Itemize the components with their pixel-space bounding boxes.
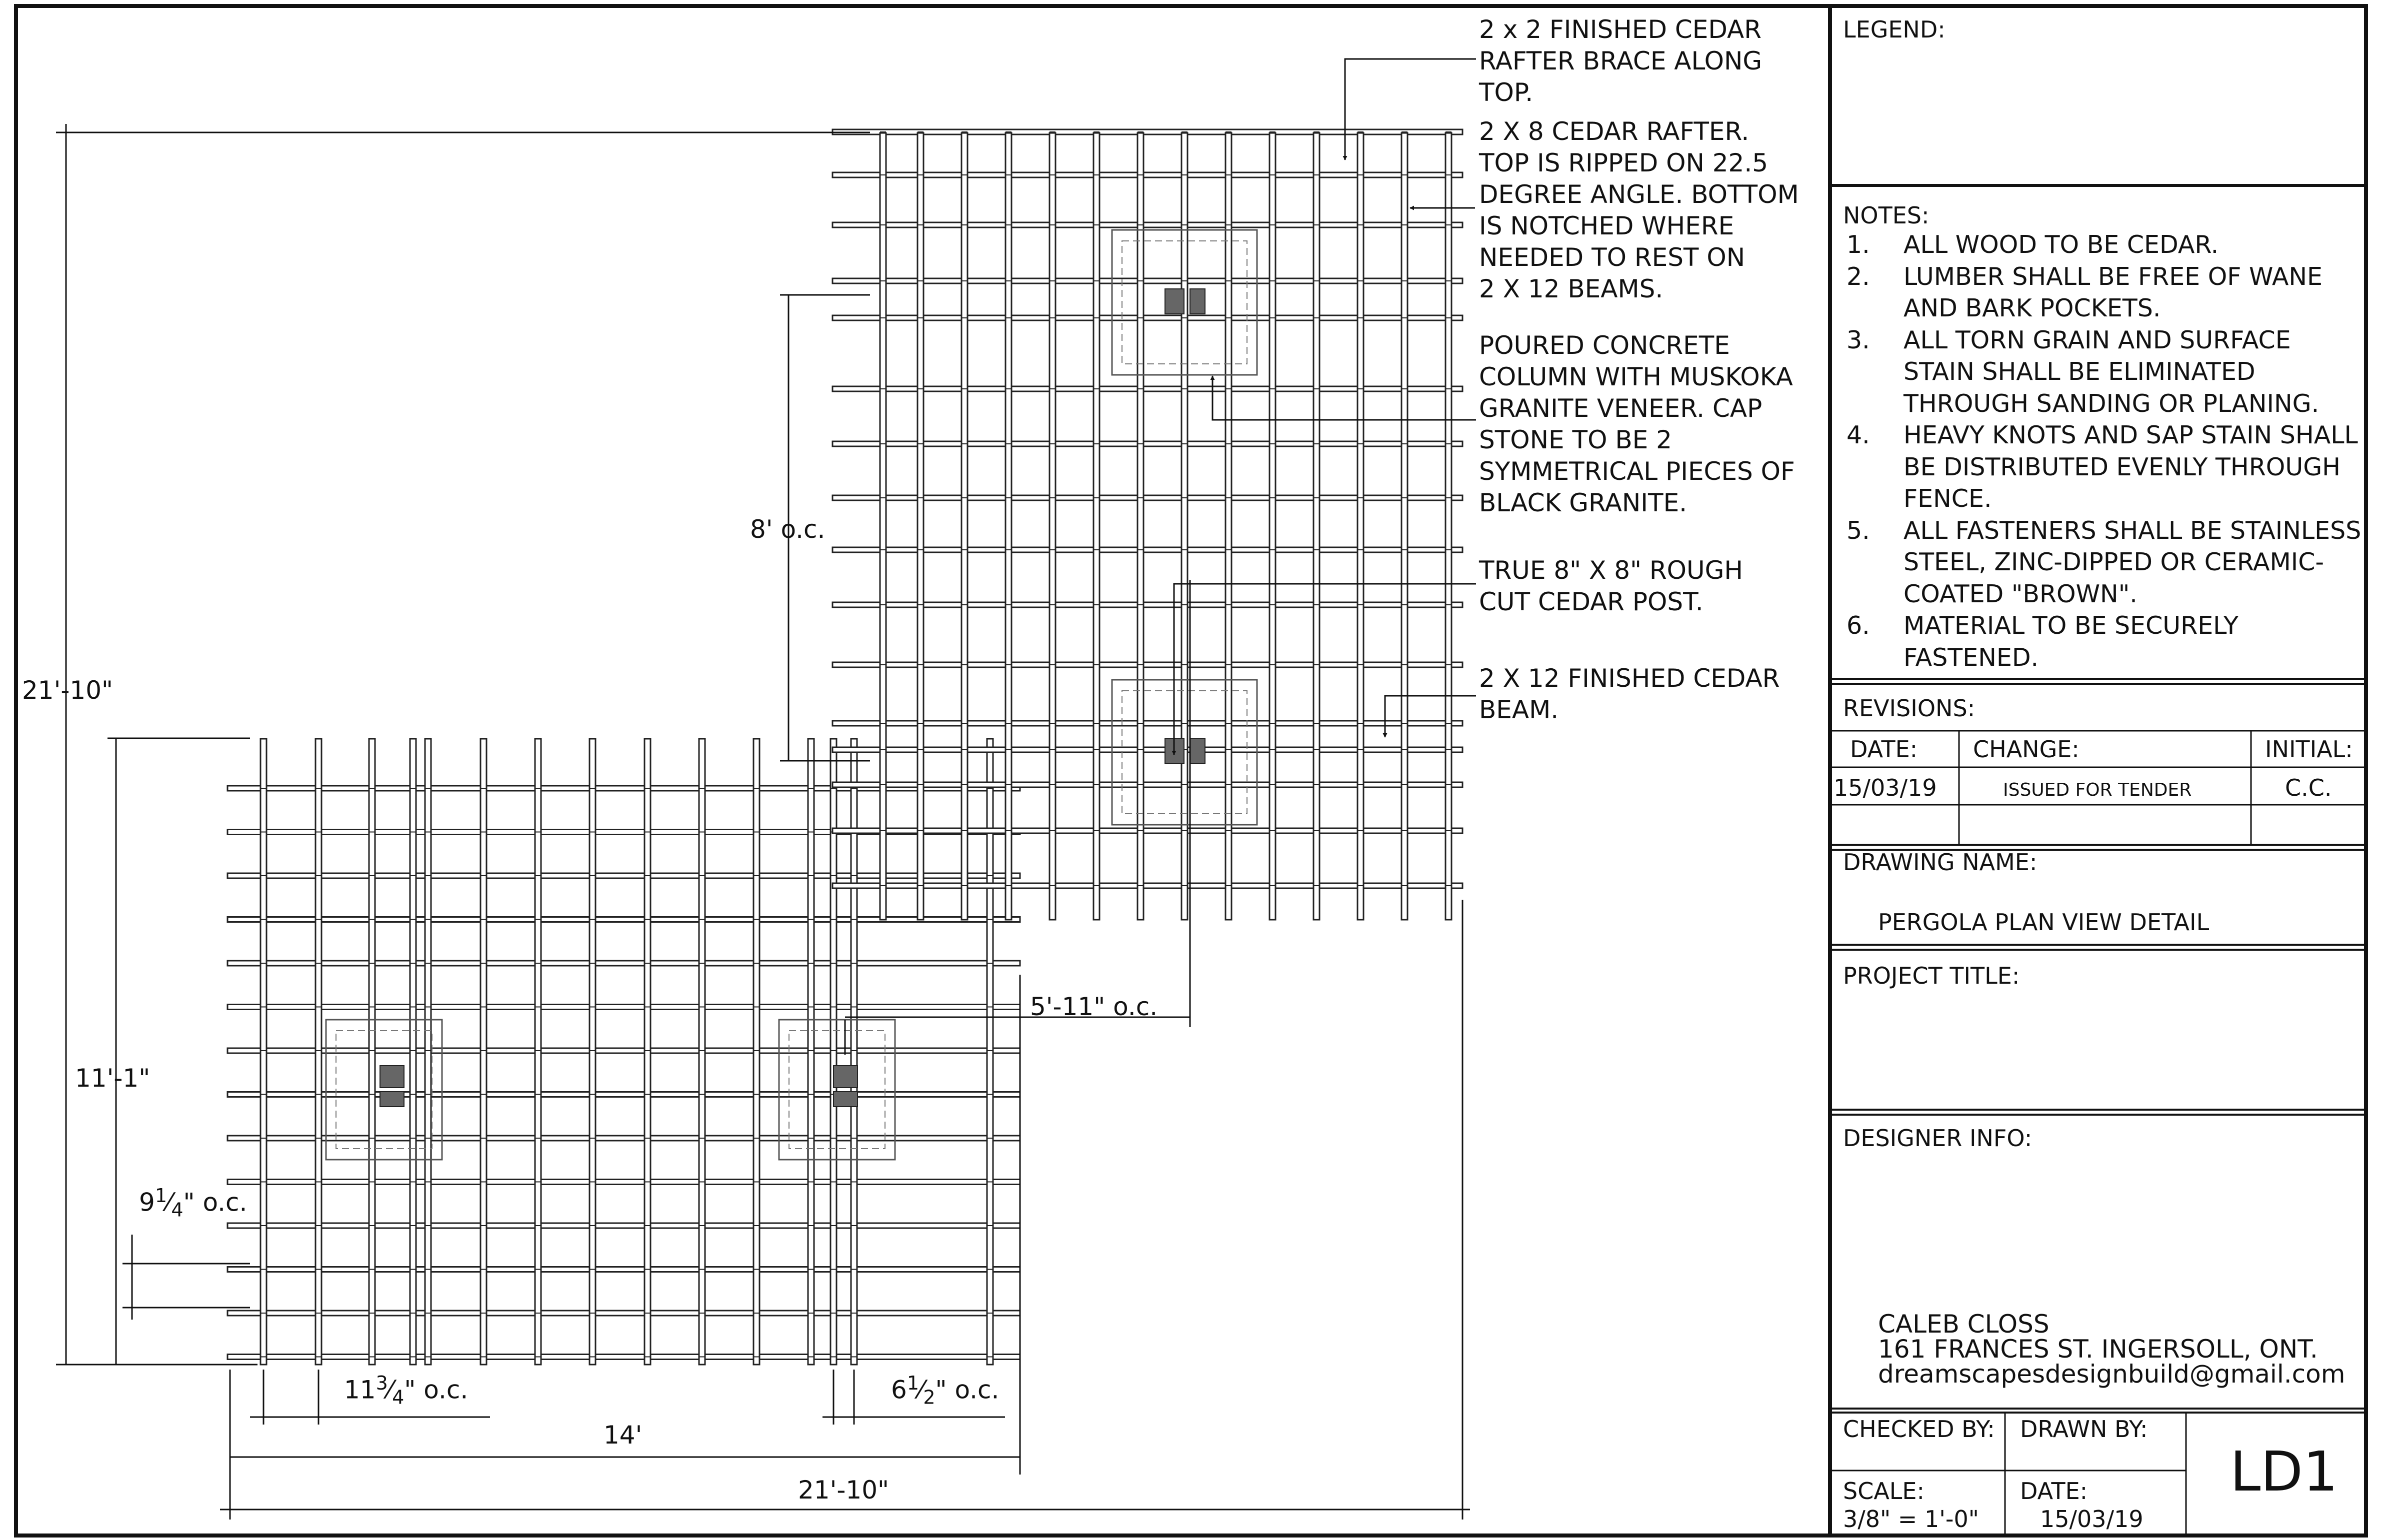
callout-rafter-brace: 2 x 2 FINISHED CEDAR RAFTER BRACE ALONG TOP. xyxy=(1479,15,1762,107)
dim-rafter-suffix: " o.c. xyxy=(183,1188,248,1217)
dim-post-spacing-vertical: 8' o.c. xyxy=(750,515,826,544)
note-text: HEAVY KNOTS AND SAP STAIN SHALL BE DISTRIBUTED EVENLY THROUGH FENCE. xyxy=(1904,421,2358,513)
notes-label: NOTES: xyxy=(1843,202,1930,229)
revision-date-header: DATE: xyxy=(1850,736,1918,763)
callout-beam: 2 X 12 FINISHED CEDAR BEAM. xyxy=(1479,664,1780,724)
rafter-bar xyxy=(808,739,814,1365)
brace-bar xyxy=(228,1267,1020,1272)
drawing-name-label: DRAWING NAME: xyxy=(1843,849,2038,876)
cedar-post xyxy=(834,1066,858,1088)
brace-bar xyxy=(832,547,1462,552)
brace-bar xyxy=(228,873,1020,878)
rafter-bar xyxy=(1006,133,1012,920)
revision-initial-header: INITIAL: xyxy=(2265,736,2353,763)
date-label: DATE: xyxy=(2020,1478,2088,1505)
brace-bar xyxy=(832,883,1462,888)
designer-info-label: DESIGNER INFO: xyxy=(1843,1125,2032,1152)
callout-cedar-post: TRUE 8" X 8" ROUGH CUT CEDAR POST. xyxy=(1479,556,1743,616)
date-value: 15/03/19 xyxy=(2040,1506,2144,1533)
brace-bar xyxy=(832,782,1462,787)
scale-value: 3/8" = 1'-0" xyxy=(1843,1506,1979,1533)
brace-bar xyxy=(832,662,1462,667)
rafter-bar xyxy=(918,133,924,920)
brace-bar xyxy=(832,278,1462,283)
note-number: 5. xyxy=(1846,516,1870,545)
notes-list xyxy=(1844,229,2369,673)
rafter-bar xyxy=(1358,133,1364,920)
dim-beam-whole: 11 xyxy=(344,1375,376,1405)
rafter-bar xyxy=(1182,133,1188,920)
brace-bar xyxy=(832,495,1462,500)
dim-post-offset: 5'-11" o.c. xyxy=(1030,992,1158,1021)
dim-brace-suffix: " o.c. xyxy=(935,1375,1000,1405)
dim-rafter-den: 4 xyxy=(171,1199,184,1221)
dim-rafter-num: 1 xyxy=(154,1185,167,1207)
callout-rafter: 2 X 8 CEDAR RAFTER. TOP IS RIPPED ON 22.5 DEGREE ANGLE. BOTTOM IS NOTCHED WHERE NEEDED TO REST ON 2 X 12 BEAMS. xyxy=(1479,117,1799,303)
cedar-post xyxy=(380,1092,404,1107)
note-item xyxy=(1844,324,2369,420)
cedar-post xyxy=(380,1066,404,1088)
dim-rafter-spacing: $9^1⁄_4$" o.c. xyxy=(139,1185,248,1221)
note-number: 1. xyxy=(1846,230,1870,259)
revision-row-date: 15/03/19 xyxy=(1834,774,1937,801)
rafter-bar xyxy=(1446,133,1452,920)
designer-email: dreamscapesdesignbuild@gmail.com xyxy=(1878,1360,2346,1389)
dim-beam-den: 4 xyxy=(392,1386,404,1409)
dim-brace-den: 2 xyxy=(923,1386,936,1409)
designer-address: 161 FRANCES ST. INGERSOLL, ONT. xyxy=(1878,1335,2318,1364)
brace-bar xyxy=(832,315,1462,320)
brace-bar xyxy=(832,129,1462,134)
drawn-by-label: DRAWN BY: xyxy=(2020,1416,2148,1443)
brace-bar xyxy=(228,1005,1020,1010)
cedar-post xyxy=(1190,739,1205,764)
callout-leaders xyxy=(1174,59,1476,755)
dim-beam-num: 3 xyxy=(376,1372,388,1394)
leader-cedar-post xyxy=(1174,584,1476,755)
brace-bar xyxy=(832,828,1462,833)
rafter-bar xyxy=(1314,133,1320,920)
note-item xyxy=(1844,229,2369,261)
note-item xyxy=(1844,419,2369,515)
brace-bar xyxy=(228,1092,1020,1097)
dim-brace-whole: 6 xyxy=(891,1375,907,1405)
brace-bar xyxy=(832,386,1462,391)
note-number: 2. xyxy=(1846,262,1870,291)
dim-brace-spacing: $6^1⁄_2$" o.c. xyxy=(891,1372,1000,1409)
rafter-bar xyxy=(962,133,968,920)
rafter-bar xyxy=(410,739,416,1365)
rafter-bar xyxy=(880,133,886,920)
note-number: 6. xyxy=(1846,611,1870,640)
rafter-bar xyxy=(535,739,541,1365)
cedar-post xyxy=(1165,289,1184,314)
dim-brace-num: 1 xyxy=(906,1372,919,1394)
leader-beam xyxy=(1385,696,1476,737)
rafter-bar xyxy=(1138,133,1144,920)
brace-bar xyxy=(832,172,1462,177)
brace-bar xyxy=(228,1136,1020,1141)
note-item xyxy=(1844,261,2369,324)
note-number: 4. xyxy=(1846,421,1870,449)
leader-rafter-brace xyxy=(1345,59,1476,160)
note-text: MATERIAL TO BE SECURELY FASTENED. xyxy=(1904,611,2238,672)
legend-label: LEGEND: xyxy=(1843,16,1946,43)
revision-row-initial: C.C. xyxy=(2285,774,2332,801)
rafter-bar xyxy=(425,739,431,1365)
drawing-name: PERGOLA PLAN VIEW DETAIL xyxy=(1878,909,2210,936)
dim-lower-width: 14' xyxy=(604,1421,642,1450)
rafter-bar xyxy=(1226,133,1232,920)
rafter-bar xyxy=(1402,133,1408,920)
note-text: ALL WOOD TO BE CEDAR. xyxy=(1904,230,2219,259)
rafter-bar xyxy=(260,739,266,1365)
cedar-post xyxy=(1190,289,1205,314)
sheet-number: LD1 xyxy=(2230,1440,2338,1504)
note-text: ALL FASTENERS SHALL BE STAINLESS STEEL, ZINC-DIPPED OR CERAMIC-COATED "BROWN". xyxy=(1904,516,2362,608)
rafter-bar xyxy=(1094,133,1100,920)
rafter-bar xyxy=(369,739,375,1365)
brace-bar xyxy=(228,1180,1020,1185)
dim-overall-height: 21'-10" xyxy=(22,676,114,705)
rafter-bar xyxy=(1050,133,1056,920)
note-number: 3. xyxy=(1846,325,1870,354)
brace-bar xyxy=(228,1223,1020,1228)
designer-name: CALEB CLOSS xyxy=(1878,1310,2050,1339)
rafter-bar xyxy=(644,739,650,1365)
revision-change-header: CHANGE: xyxy=(1973,736,2080,763)
upper-pergola xyxy=(832,129,1462,920)
dim-overall-width: 21'-10" xyxy=(798,1476,890,1505)
dim-lower-height: 11'-1" xyxy=(75,1064,150,1093)
leader-concrete-column xyxy=(1212,376,1476,420)
brace-bar xyxy=(832,222,1462,227)
revision-row-change: ISSUED FOR TENDER xyxy=(2003,780,2192,800)
brace-bar xyxy=(228,1311,1020,1316)
rafter-bar xyxy=(1270,133,1276,920)
rafter-bar xyxy=(480,739,486,1365)
brace-bar xyxy=(832,602,1462,607)
rafter-bar xyxy=(316,739,322,1365)
revisions-label: REVISIONS: xyxy=(1843,695,1976,722)
brace-bar xyxy=(228,917,1020,922)
project-title-label: PROJECT TITLE: xyxy=(1843,962,2020,989)
brace-bar xyxy=(832,441,1462,446)
brace-bar xyxy=(832,747,1462,752)
brace-bar xyxy=(228,1355,1020,1360)
note-text: LUMBER SHALL BE FREE OF WANE AND BARK POCKETS. xyxy=(1904,262,2322,322)
note-item xyxy=(1844,610,2369,673)
cedar-post xyxy=(834,1092,858,1107)
brace-bar xyxy=(228,961,1020,966)
rafter-bar xyxy=(699,739,705,1365)
dim-beam-suffix: " o.c. xyxy=(404,1375,468,1405)
checked-by-label: CHECKED BY: xyxy=(1843,1416,1995,1443)
scale-label: SCALE: xyxy=(1843,1478,1924,1505)
dim-beam-spacing: $11^3⁄_4$" o.c. xyxy=(344,1372,468,1409)
note-text: ALL TORN GRAIN AND SURFACE STAIN SHALL BE ELIMINATED THROUGH SANDING OR PLANING. xyxy=(1904,325,2320,418)
brace-bar xyxy=(228,1048,1020,1053)
callout-concrete-column: POURED CONCRETE COLUMN WITH MUSKOKA GRANITE VENEER. CAP STONE TO BE 2 SYMMETRICAL PIECES OF BLACK GRANITE. xyxy=(1479,331,1795,517)
note-item xyxy=(1844,515,2369,610)
rafter-bar xyxy=(754,739,760,1365)
brace-bar xyxy=(832,721,1462,726)
dim-rafter-whole: 9 xyxy=(139,1188,155,1217)
rafter-bar xyxy=(590,739,596,1365)
